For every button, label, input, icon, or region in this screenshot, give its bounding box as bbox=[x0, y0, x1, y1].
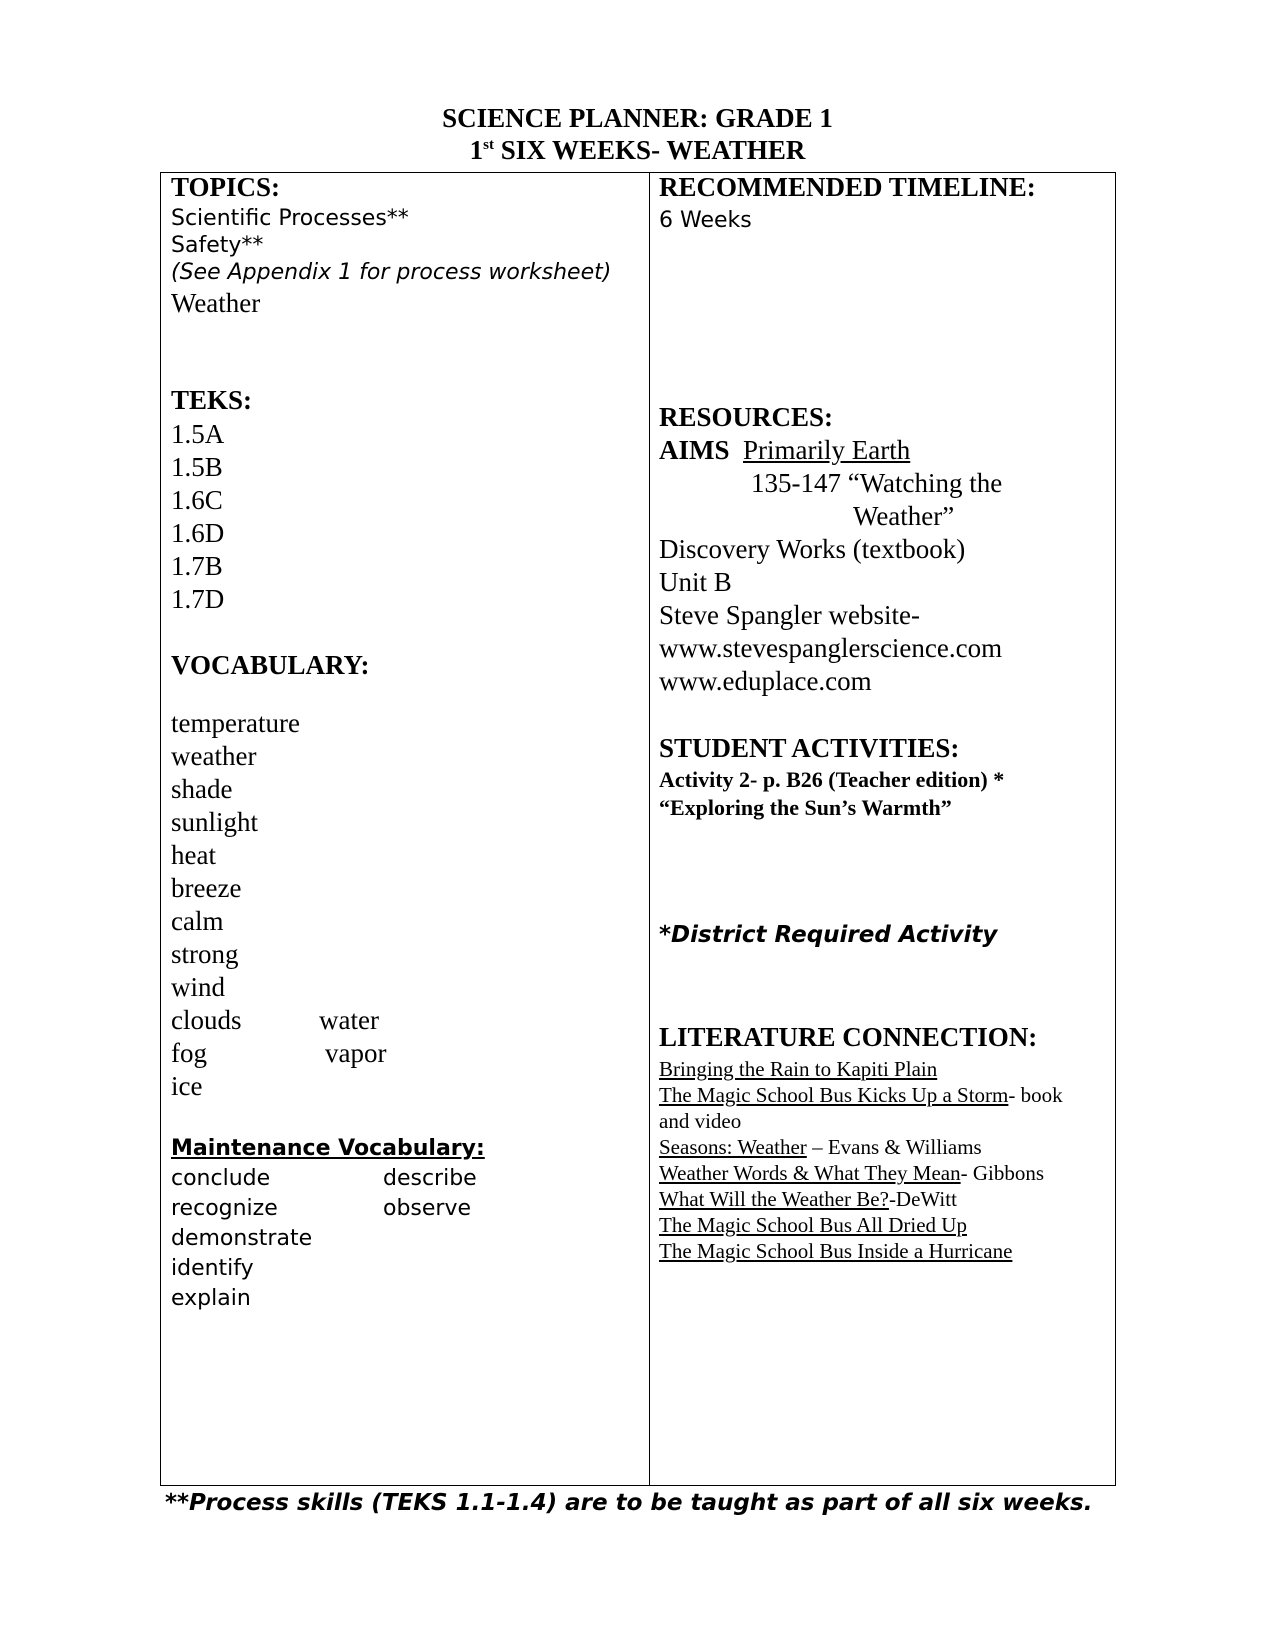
teks-item: 1.5B bbox=[171, 452, 223, 482]
process-skills-footnote: **Process skills (TEKS 1.1-1.4) are to be taught as part of all six weeks. bbox=[165, 1490, 1093, 1516]
vocab-word: calm bbox=[171, 906, 224, 936]
subtitle-superscript: st bbox=[483, 137, 494, 153]
vocabulary-heading: VOCABULARY: bbox=[171, 650, 370, 680]
timeline-heading: RECOMMENDED TIMELINE: bbox=[659, 172, 1036, 202]
vocab-word: shade bbox=[171, 774, 233, 804]
resources-heading: RESOURCES: bbox=[659, 402, 834, 432]
vocab-word: temperature bbox=[171, 708, 300, 738]
aims-label: AIMS bbox=[659, 435, 730, 465]
literature-heading: LITERATURE CONNECTION: bbox=[659, 1022, 1038, 1052]
resource-item: Discovery Works (textbook) bbox=[659, 534, 966, 564]
teks-item: 1.7B bbox=[171, 551, 223, 581]
book-title: Bringing the Rain to Kapiti Plain bbox=[659, 1057, 938, 1081]
teks-heading: TEKS: bbox=[171, 385, 253, 415]
student-activities-heading: STUDENT ACTIVITIES: bbox=[659, 733, 960, 763]
literature-item bbox=[659, 1135, 982, 1160]
book-title: The Magic School Bus All Dried Up bbox=[659, 1213, 967, 1237]
aims-pages-cont: Weather” bbox=[853, 501, 955, 531]
literature-item bbox=[659, 1161, 1044, 1186]
book-note: and video bbox=[659, 1109, 742, 1133]
resource-link: www.eduplace.com bbox=[659, 666, 872, 696]
literature-item bbox=[659, 1057, 937, 1082]
activity-item: Activity 2- p. B26 (Teacher edition) * bbox=[659, 767, 1005, 792]
aims-pages: 135-147 “Watching the bbox=[751, 468, 1003, 498]
vocab-word: weather bbox=[171, 741, 257, 771]
resource-item: Steve Spangler website- bbox=[659, 600, 920, 630]
activity-item: “Exploring the Sun’s Warmth” bbox=[659, 795, 952, 820]
book-title: Weather Words & What They Mean bbox=[659, 1161, 961, 1185]
vocab-word: vapor bbox=[325, 1038, 387, 1068]
vocab-word: breeze bbox=[171, 873, 242, 903]
maintenance-word: recognize bbox=[171, 1196, 278, 1221]
literature-item bbox=[659, 1083, 1063, 1108]
subtitle-number: 1 bbox=[469, 135, 484, 165]
maintenance-word: explain bbox=[171, 1286, 251, 1311]
maintenance-word: conclude bbox=[171, 1166, 271, 1191]
book-note: - book bbox=[1008, 1083, 1063, 1107]
maintenance-vocab-heading: Maintenance Vocabulary: bbox=[171, 1136, 485, 1161]
teks-item: 1.5A bbox=[171, 419, 225, 449]
resource-link: www.stevespanglerscience.com bbox=[659, 633, 1003, 663]
resource-aims bbox=[659, 435, 910, 466]
page-title: SCIENCE PLANNER: GRADE 1 bbox=[442, 103, 833, 133]
book-note: – Evans & Williams bbox=[806, 1135, 982, 1159]
vocab-word: fog bbox=[171, 1038, 207, 1068]
vocab-word: strong bbox=[171, 939, 239, 969]
teks-item: 1.7D bbox=[171, 584, 225, 614]
topic-item: (See Appendix 1 for process worksheet) bbox=[171, 260, 612, 285]
literature-item bbox=[659, 1187, 957, 1212]
topic-item: Weather bbox=[171, 288, 261, 318]
book-title: The Magic School Bus Inside a Hurricane bbox=[659, 1239, 1013, 1263]
resource-item: Unit B bbox=[659, 567, 732, 597]
column-divider bbox=[649, 172, 650, 1486]
vocab-word: sunlight bbox=[171, 807, 259, 837]
maintenance-word: identify bbox=[171, 1256, 254, 1281]
literature-item bbox=[659, 1109, 741, 1134]
page-subtitle bbox=[0, 135, 1275, 166]
maintenance-word: describe bbox=[383, 1166, 477, 1191]
book-title: What Will the Weather Be? bbox=[659, 1187, 889, 1211]
topic-item: Safety** bbox=[171, 233, 264, 258]
literature-item bbox=[659, 1239, 1012, 1264]
literature-item bbox=[659, 1213, 967, 1238]
teks-item: 1.6C bbox=[171, 485, 223, 515]
topics-heading: TOPICS: bbox=[171, 172, 281, 202]
timeline-value: 6 Weeks bbox=[659, 208, 752, 233]
vocab-word: ice bbox=[171, 1071, 203, 1101]
aims-book-title: Primarily Earth bbox=[743, 435, 911, 465]
planner-table bbox=[160, 172, 1116, 1486]
topic-item: Scientific Processes** bbox=[171, 206, 409, 231]
book-title: The Magic School Bus Kicks Up a Storm bbox=[659, 1083, 1009, 1107]
subtitle-text: SIX WEEKS- WEATHER bbox=[494, 135, 806, 165]
vocab-word: water bbox=[319, 1005, 379, 1035]
maintenance-word: observe bbox=[383, 1196, 472, 1221]
book-note: -DeWitt bbox=[888, 1187, 957, 1211]
district-required-note: *District Required Activity bbox=[659, 922, 998, 948]
book-note: - Gibbons bbox=[960, 1161, 1045, 1185]
teks-item: 1.6D bbox=[171, 518, 225, 548]
maintenance-word: demonstrate bbox=[171, 1226, 313, 1251]
vocab-word: wind bbox=[171, 972, 225, 1002]
vocab-word: clouds bbox=[171, 1005, 242, 1035]
vocab-word: heat bbox=[171, 840, 216, 870]
book-title: Seasons: Weather bbox=[659, 1135, 807, 1159]
